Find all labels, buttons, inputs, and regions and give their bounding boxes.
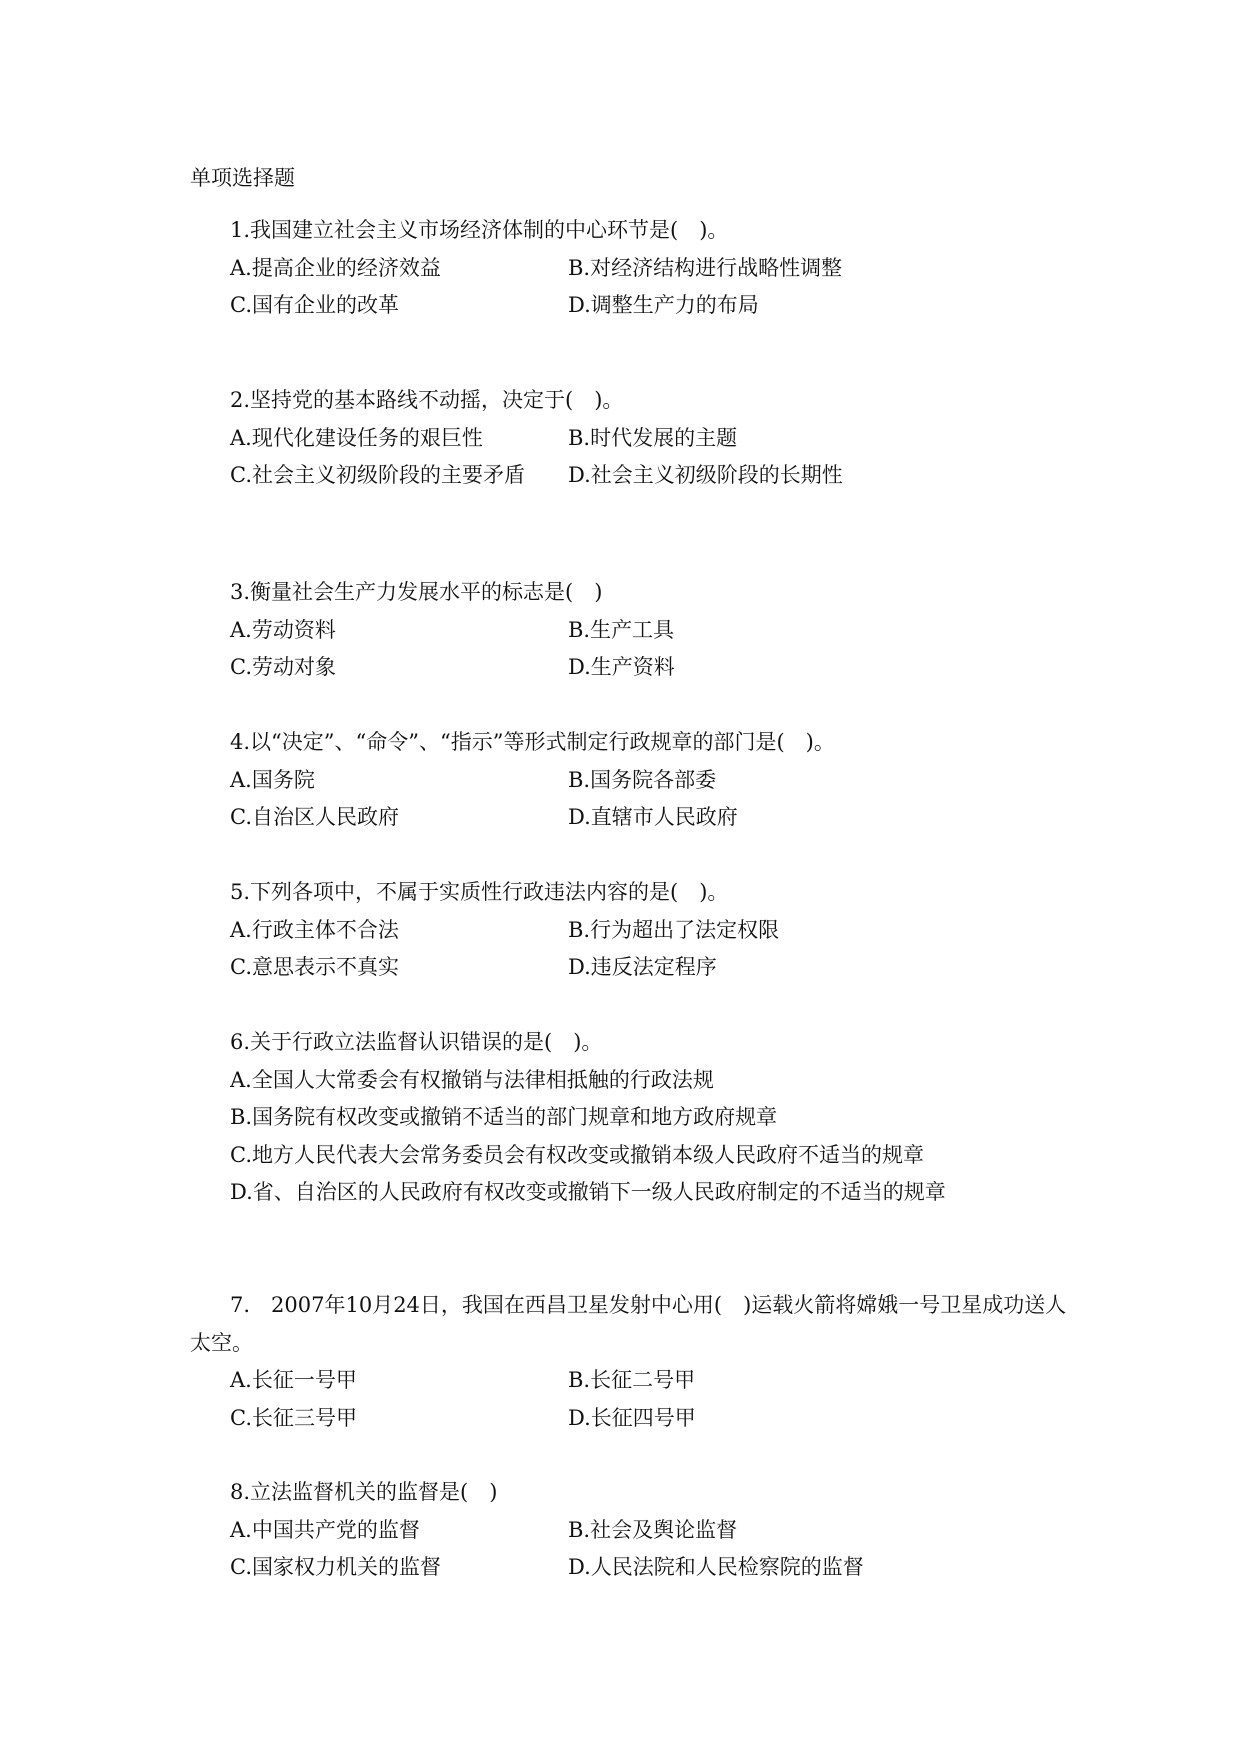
option-b: B.国务院有权改变或撤销不适当的部门规章和地方政府规章 bbox=[230, 1105, 778, 1129]
question-stem: 8.立法监督机关的监督是( ) bbox=[230, 1480, 498, 1504]
option-b: B.社会及舆论监督 bbox=[568, 1517, 738, 1542]
question-4 bbox=[190, 724, 1090, 837]
option-b: B.长征二号甲 bbox=[568, 1368, 696, 1392]
option-d: D.直辖市人民政府 bbox=[568, 805, 738, 829]
question-5 bbox=[190, 874, 1090, 987]
question-stem: 5.下列各项中，不属于实质性行政违法内容的是( )。 bbox=[230, 880, 729, 904]
option-list bbox=[190, 420, 1090, 495]
option-c: C.长征三号甲 bbox=[230, 1405, 357, 1430]
option-a: A.国务院 bbox=[230, 767, 315, 792]
option-d: D.违反法定程序 bbox=[568, 955, 717, 979]
question-stem: 7. 2007年10月24日，我国在西昌卫星发射中心用( )运载火箭将嫦娥一号卫星成功送人太空。 bbox=[190, 1293, 1067, 1355]
option-a: A.现代化建设任务的艰巨性 bbox=[230, 425, 483, 450]
option-b: B.行为超出了法定权限 bbox=[568, 917, 780, 942]
option-a: A.长征一号甲 bbox=[230, 1368, 357, 1392]
question-6 bbox=[190, 1024, 1090, 1212]
option-c: C.地方人民代表大会常务委员会有权改变或撤销本级人民政府不适当的规章 bbox=[230, 1142, 924, 1167]
option-b: B.对经济结构进行战略性调整 bbox=[568, 255, 843, 280]
option-list bbox=[190, 612, 1090, 687]
option-c: C.社会主义初级阶段的主要矛盾 bbox=[230, 463, 525, 487]
option-list bbox=[190, 1512, 1090, 1587]
question-stem: 4.以“决定”、“命令”、“指示”等形式制定行政规章的部门是( )。 bbox=[230, 730, 835, 754]
option-list bbox=[190, 1062, 1090, 1212]
option-c: C.国家权力机关的监督 bbox=[230, 1555, 441, 1579]
option-d: D.长征四号甲 bbox=[568, 1405, 696, 1430]
option-d: D.生产资料 bbox=[568, 655, 675, 679]
option-a: A.提高企业的经济效益 bbox=[230, 255, 441, 280]
option-list bbox=[190, 762, 1090, 837]
option-a: A.中国共产党的监督 bbox=[230, 1517, 420, 1542]
question-stem: 2.坚持党的基本路线不动摇，决定于( )。 bbox=[230, 388, 624, 412]
option-list bbox=[190, 250, 1090, 325]
question-3 bbox=[190, 574, 1090, 687]
option-d: D.省、自治区的人民政府有权改变或撤销下一级人民政府制定的不适当的规章 bbox=[230, 1180, 946, 1204]
question-8 bbox=[190, 1474, 1090, 1587]
option-d: D.调整生产力的布局 bbox=[568, 293, 759, 317]
question-stem: 6.关于行政立法监督认识错误的是( )。 bbox=[230, 1030, 603, 1054]
option-a: A.行政主体不合法 bbox=[230, 917, 399, 942]
option-c: C.意思表示不真实 bbox=[230, 955, 399, 979]
question-stem: 1.我国建立社会主义市场经济体制的中心环节是( )。 bbox=[230, 218, 729, 242]
option-c: C.劳动对象 bbox=[230, 655, 336, 679]
question-stem: 3.衡量社会生产力发展水平的标志是( ) bbox=[230, 580, 603, 604]
question-1 bbox=[190, 212, 1090, 325]
option-b: B.国务院各部委 bbox=[568, 767, 717, 792]
option-b: B.生产工具 bbox=[568, 617, 675, 642]
option-d: D.人民法院和人民检察院的监督 bbox=[568, 1555, 864, 1579]
option-c: C.国有企业的改革 bbox=[230, 293, 399, 317]
question-7 bbox=[190, 1287, 1090, 1437]
option-d: D.社会主义初级阶段的长期性 bbox=[568, 463, 843, 487]
option-a: A.劳动资料 bbox=[230, 617, 336, 642]
option-list bbox=[190, 1362, 1090, 1437]
question-2 bbox=[190, 382, 1090, 495]
option-c: C.自治区人民政府 bbox=[230, 805, 399, 829]
option-a: A.全国人大常委会有权撤销与法律相抵触的行政法规 bbox=[230, 1067, 714, 1092]
option-list bbox=[190, 912, 1090, 987]
option-b: B.时代发展的主题 bbox=[568, 425, 738, 450]
section-title: 单项选择题 bbox=[190, 166, 295, 190]
